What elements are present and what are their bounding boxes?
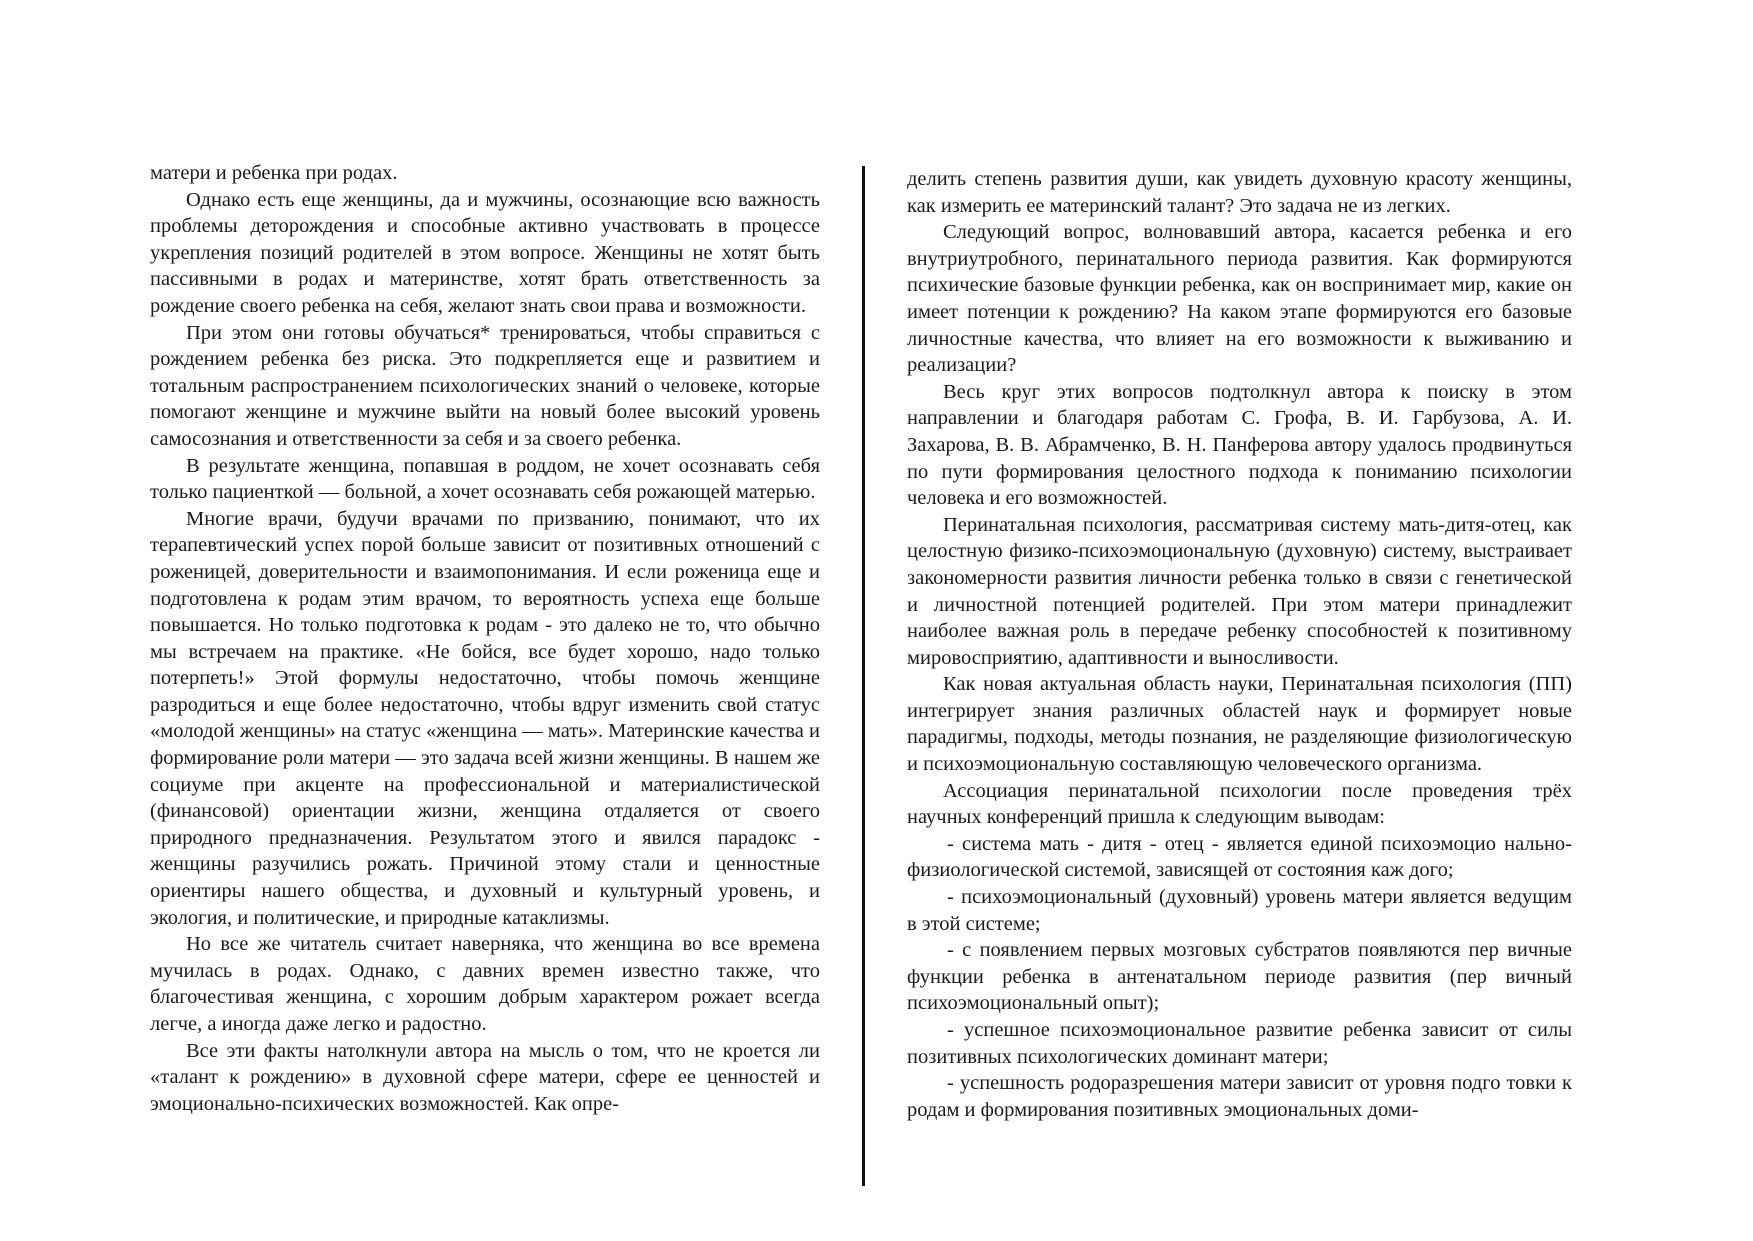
paragraph: Ассоциация перинатальной психологии после проведения трёх научных конференций пришла к следующим выводам: — [907, 779, 1572, 829]
conclusion-item: - успешность родоразрешения матери зависит от уровня подго товки к родам и формирования позитивных эмоциональных доми- — [907, 1072, 1572, 1121]
paragraph: Перинатальная психология, рассматривая систему мать-дитя-отец, как целостную физико-психоэмоциональную (духовную) систему, выстраивает закономерности развития личности ребенка только в связи с генетической и личностной потенцией родителей. При этом матери принадлежит наиболее важная роль в передаче ребенку способностей к позитивному мировосприятию, адаптивности и выносливости. — [907, 513, 1572, 669]
paragraph: матери и ребенка при родах. — [150, 162, 398, 184]
paragraph: Как новая актуальная область науки, Перинатальная психология (ПП) интегрирует знания различных областей наук и формирует новые парадигмы, подходы, методы познания, не разделяющие физиологическую и психоэмоциональную составляющую человеческого организма. — [907, 673, 1572, 776]
paragraph: Следующий вопрос, волновавший автора, касается ребенка и его внутриутробного, перинатального периода развития. Как формируются психические базовые функции ребенка, как он воспринимает мир, какие он имеет потенции к рождению? На каком этапе формируются его базовые личностные качества, что влияет на его возможности к выживанию и реализации? — [907, 221, 1572, 377]
left-page-column — [150, 160, 820, 1117]
conclusion-item: - успешное психоэмоциональное развитие ребенка зависит от силы позитивных психологических доминант матери; — [907, 1019, 1572, 1068]
conclusion-item: - психоэмоциональный (духовный) уровень матери является ведущим в этой системе; — [907, 886, 1572, 935]
column-divider — [862, 166, 865, 1186]
conclusion-item: - система мать - дитя - отец - является единой психоэмоцио нально-физиологической системой, зависящей от состояния каж дого; — [907, 832, 1572, 882]
paragraph: Все эти факты натолкнули автора на мысль о том, что не кроется ли «талант к рождению» в духовной сфере матери, сфере ее ценностей и эмоционально-психических возможностей. Как опре- — [150, 1039, 820, 1115]
paragraph: В результате женщина, попавшая в роддом, не хочет осознавать себя только пациенткой — больной, а хочет осознавать себя рожающей матерью. — [150, 454, 820, 504]
conclusion-item: - с появлением первых мозговых субстратов появляются пер вичные функции ребенка в антенатальном периоде развития (пер вичный психоэмоциональный опыт); — [907, 939, 1572, 1015]
paragraph: При этом они готовы обучаться* тренироваться, чтобы справиться с рождением ребенка без риска. Это подкрепляется еще и развитием и тотальным распространением психологических знаний о человеке, которые помогают женщине и мужчине выйти на новый более высокий уровень самосознания и ответственности за себя и за своего ребенка. — [150, 321, 820, 450]
paragraph: делить степень развития души, как увидеть духовную красоту женщины, как измерить ее материнский талант? Это задача не из легких. — [907, 168, 1572, 217]
right-page-column — [907, 166, 1572, 1123]
paragraph: Но все же читатель считает наверняка, что женщина во все времена мучилась в родах. Однако, с давних времен известно также, что благочестивая женщина, с хорошим добрым характером рожает всегда легче, а иногда даже легко и радостно. — [150, 933, 820, 1035]
paragraph: Многие врачи, будучи врачами по призванию, понимают, что их терапевтический успех порой больше зависит от позитивных отношений с роженицей, доверительности и взаимопонимания. И если роженица еще и подготовлена к родам этим врачом, то вероятность успеха еще больше повышается. Но только подготовка к родам - это далеко не то, что обычно мы встречаем на практике. «Не бойся, все будет хорошо, надо только потерпеть!» Этой формулы недостаточно, чтобы помочь женщине разродиться и еще более недостаточно, чтобы вдруг изменить свой статус «молодой женщины» на статус «женщина — мать». Материнские качества и формирование роли матери — это задача всей жизни женщины. В нашем же социуме при акценте на профессиональной и материалистической (финансовой) ориентации жизни, женщина отдаляется от своего природного предназначения. Результатом этого и явился парадокс - женщины разучились рожать. Причиной этому стали и ценностные ориентиры нашего общества, и духовный и культурный уровень, и экология, и политические, и природные катаклизмы. — [150, 507, 820, 929]
paragraph: Весь круг этих вопросов подтолкнул автора к поиску в этом направлении и благодаря работам С. Грофа, В. И. Гарбузова, А. И. Захарова, В. В. Абрамченко, В. Н. Панферова автору удалось продвинуться по пути формирования целостного подхода к пониманию психологии человека и его возможностей. — [907, 380, 1572, 510]
paragraph: Однако есть еще женщины, да и мужчины, осознающие всю важность проблемы деторождения и способные активно участвовать в процессе укрепления позиций родителей в этом вопросе. Женщины не хотят быть пассивными в родах и материнстве, хотят брать ответственность за рождение своего ребенка на себя, желают знать свои права и возможности. — [150, 188, 820, 317]
